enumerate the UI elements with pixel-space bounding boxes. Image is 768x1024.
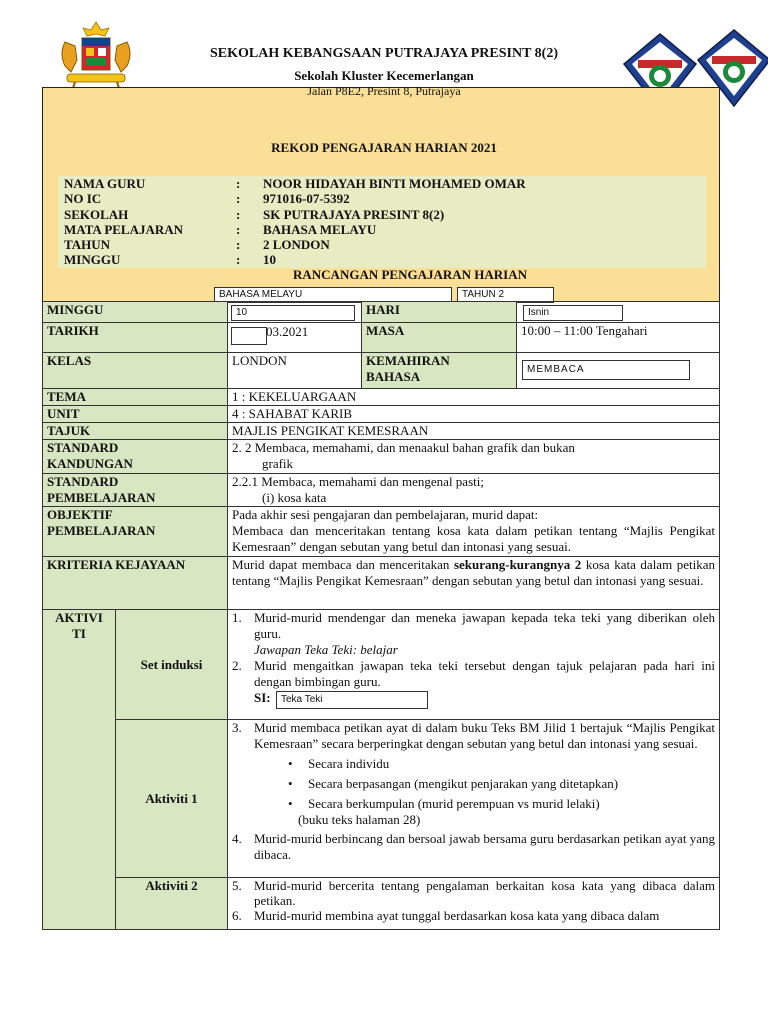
- tema-value: 1 : KEKELUARGAAN: [228, 389, 720, 406]
- item-text: Murid-murid mendengar dan meneka jawapan kepada teka teki yang diberikan oleh guru.: [254, 610, 715, 641]
- obj-text2: Membaca dan menceritakan tentang kosa kata dalam petikan tentang “Majlis Pengikat Kemesraan” dengan sebutan yang betul dan intonasi yang sesuai.: [232, 523, 715, 554]
- tarikh-value: 03.2021: [266, 324, 309, 339]
- list-item: [232, 878, 715, 908]
- sp-line1: STANDARD: [47, 474, 119, 489]
- aktiviti1-content: [228, 720, 720, 878]
- standard-pembelajaran-value: [228, 474, 720, 507]
- label-set-induksi: Set induksi: [116, 610, 228, 720]
- info-colon: :: [236, 207, 241, 222]
- obj-line1: OBJEKTIF: [47, 507, 113, 522]
- sk-text1: 2. 2 Membaca, memahami, dan menaakul bahan grafik dan bukan: [232, 440, 575, 455]
- row-standard-kandungan: [43, 440, 720, 474]
- hari-textbox[interactable]: Isnin: [523, 305, 623, 321]
- list-item: [232, 908, 715, 923]
- school-address: Jalan P8E2, Presint 8, Putrajaya: [307, 84, 461, 98]
- kriteria-value: [228, 557, 720, 610]
- kriteria-text-a: Murid dapat membaca dan menceritakan: [232, 557, 454, 572]
- date-day-box[interactable]: [231, 327, 267, 345]
- row-tajuk: [43, 423, 720, 440]
- aktiviti-line1: AKTIVI: [55, 610, 103, 625]
- label-aktiviti2: Aktiviti 2: [116, 878, 228, 930]
- tarikh-cell: [228, 323, 362, 353]
- label-hari: HARI: [362, 302, 517, 323]
- masa-value: 10:00 – 11:00 Tengahari: [517, 323, 720, 353]
- bullet-item: • Secara berkumpulan (murid perempuan vs murid lelaki): [232, 796, 715, 812]
- label-kemahiran: [362, 353, 517, 389]
- unit-value: 4 : SAHABAT KARIB: [228, 406, 720, 423]
- minggu-textbox[interactable]: 10: [231, 305, 355, 321]
- row-tema: [43, 389, 720, 406]
- label-tema: TEMA: [43, 389, 228, 406]
- hari-cell: [517, 302, 720, 323]
- kemahiran-line2: BAHASA: [366, 369, 421, 384]
- row-aktiviti2: [43, 878, 720, 930]
- item-number: 2.: [232, 658, 242, 673]
- label-standard-pembelajaran: [43, 474, 228, 507]
- row-aktiviti1: [43, 720, 720, 878]
- list-item: [232, 831, 715, 863]
- info-colon: :: [236, 252, 241, 267]
- set-induksi-content: [228, 610, 720, 720]
- info-label: NAMA GURU: [64, 176, 146, 191]
- sp-text2: (i) kosa kata: [262, 490, 327, 505]
- answer-text: Jawapan Teka Teki: belajar: [254, 642, 398, 657]
- label-objektif: [43, 507, 228, 557]
- list-item: [232, 610, 715, 642]
- obj-text1: Pada akhir sesi pengajaran dan pembelajaran, murid dapat:: [232, 507, 539, 522]
- row-minggu: [43, 302, 720, 323]
- bullet-item: • Secara berpasangan (mengikut penjarakan yang ditetapkan): [232, 776, 715, 792]
- info-colon: :: [236, 237, 241, 252]
- info-colon: :: [236, 222, 241, 237]
- bullet-item: • Secara individu: [232, 756, 715, 772]
- sp-line2: PEMBELAJARAN: [47, 490, 156, 505]
- teacher-info-panel: [58, 176, 706, 268]
- info-value: BAHASA MELAYU: [263, 222, 377, 237]
- info-colon: :: [236, 176, 241, 191]
- row-unit: [43, 406, 720, 423]
- info-value: SK PUTRAJAYA PRESINT 8(2): [263, 207, 445, 222]
- info-label: SEKOLAH: [64, 207, 129, 222]
- label-unit: UNIT: [43, 406, 228, 423]
- tajuk-value: MAJLIS PENGIKAT KEMESRAAN: [228, 423, 720, 440]
- item-number: 1.: [232, 610, 242, 625]
- sk-line2: KANDUNGAN: [47, 456, 133, 471]
- kriteria-text-b: kosa kata dalam petikan tentang “Majlis Pengikat Kemesraan” dengan sebutan yang betul dan intonasi yang sesuai.: [232, 557, 715, 588]
- info-colon: :: [236, 191, 241, 206]
- label-masa: MASA: [362, 323, 517, 353]
- sk-text2: grafik: [262, 456, 294, 471]
- year-textbox[interactable]: TAHUN 2: [457, 287, 554, 303]
- item-text: Murid membaca petikan ayat di dalam buku Teks BM Jilid 1 bertajuk “Majlis Pengikat Kemesraan” secara berperingkat dengan sebutan yang betul dan intonasi yang sesuai.: [254, 720, 715, 751]
- list-item: [232, 658, 715, 690]
- standard-kandungan-value: [228, 440, 720, 474]
- kemahiran-textbox[interactable]: MEMBACA: [522, 360, 690, 380]
- school-name: SEKOLAH KEBANGSAAN PUTRAJAYA PRESINT 8(2): [210, 46, 558, 61]
- info-value: 971016-07-5392: [263, 191, 350, 206]
- objektif-value: [228, 507, 720, 557]
- kemahiran-cell: [517, 353, 720, 389]
- info-label: TAHUN: [64, 237, 110, 252]
- sk-line1: STANDARD: [47, 440, 119, 455]
- row-objektif: [43, 507, 720, 557]
- minggu-cell: [228, 302, 362, 323]
- label-standard-kandungan: [43, 440, 228, 474]
- kemahiran-line1: KEMAHIRAN: [366, 353, 450, 368]
- label-aktiviti: [43, 610, 116, 930]
- aktiviti2-content: [228, 878, 720, 930]
- label-kelas: KELAS: [43, 353, 228, 389]
- sp-text1: 2.2.1 Membaca, memahami dan mengenal pasti;: [232, 474, 484, 489]
- list-item: [232, 720, 715, 752]
- item-number: 6.: [232, 908, 242, 923]
- school-subtitle: Sekolah Kluster Kecemerlangan: [294, 68, 474, 83]
- item-text: Murid-murid bercerita tentang pengalaman berkaitan kosa kata yang dibaca dalam petikan.: [254, 878, 715, 908]
- si-textbox[interactable]: Teka Teki: [276, 691, 428, 709]
- document-title: REKOD PENGAJARAN HARIAN 2021: [271, 140, 497, 155]
- subject-textbox[interactable]: BAHASA MELAYU: [214, 287, 452, 303]
- note-text: (buku teks halaman 28): [298, 812, 421, 827]
- kriteria-text-bold: sekurang-kurangnya 2: [453, 557, 582, 572]
- info-value: NOOR HIDAYAH BINTI MOHAMED OMAR: [263, 176, 526, 191]
- lesson-plan-table: [42, 301, 720, 930]
- label-kriteria: KRITERIA KEJAYAAN: [43, 557, 228, 610]
- obj-line2: PEMBELAJARAN: [47, 523, 156, 538]
- info-value: 10: [263, 252, 276, 267]
- aktiviti-line2: TI: [72, 626, 86, 641]
- label-tajuk: TAJUK: [43, 423, 228, 440]
- row-set-induksi: [43, 610, 720, 720]
- item-text: Murid mengaitkan jawapan teka teki tersebut dengan tajuk pelajaran pada hari ini dengan bimbingan guru.: [254, 658, 715, 689]
- row-kriteria: [43, 557, 720, 610]
- kelas-value: LONDON: [228, 353, 362, 389]
- item-number: 5.: [232, 878, 242, 893]
- item-number: 4.: [232, 831, 242, 846]
- info-value: 2 LONDON: [263, 237, 330, 252]
- label-minggu: MINGGU: [43, 302, 228, 323]
- row-tarikh: [43, 323, 720, 353]
- label-aktiviti1: Aktiviti 1: [116, 720, 228, 878]
- info-label: MATA PELAJARAN: [64, 222, 184, 237]
- row-kelas: [43, 353, 720, 389]
- label-tarikh: TARIKH: [43, 323, 228, 353]
- item-text: Murid-murid membina ayat tunggal berdasarkan kosa kata yang dibaca dalam: [254, 908, 660, 923]
- info-label: MINGGU: [64, 252, 121, 267]
- si-label: SI:: [254, 690, 271, 705]
- info-label: NO IC: [64, 191, 102, 206]
- si-row: [232, 690, 715, 710]
- item-number: 3.: [232, 720, 242, 735]
- rph-title: RANCANGAN PENGAJARAN HARIAN: [293, 267, 527, 282]
- row-standard-pembelajaran: [43, 474, 720, 507]
- item-text: Murid-murid berbincang dan bersoal jawab bersama guru berdasarkan petikan ayat yang dibaca.: [254, 831, 715, 862]
